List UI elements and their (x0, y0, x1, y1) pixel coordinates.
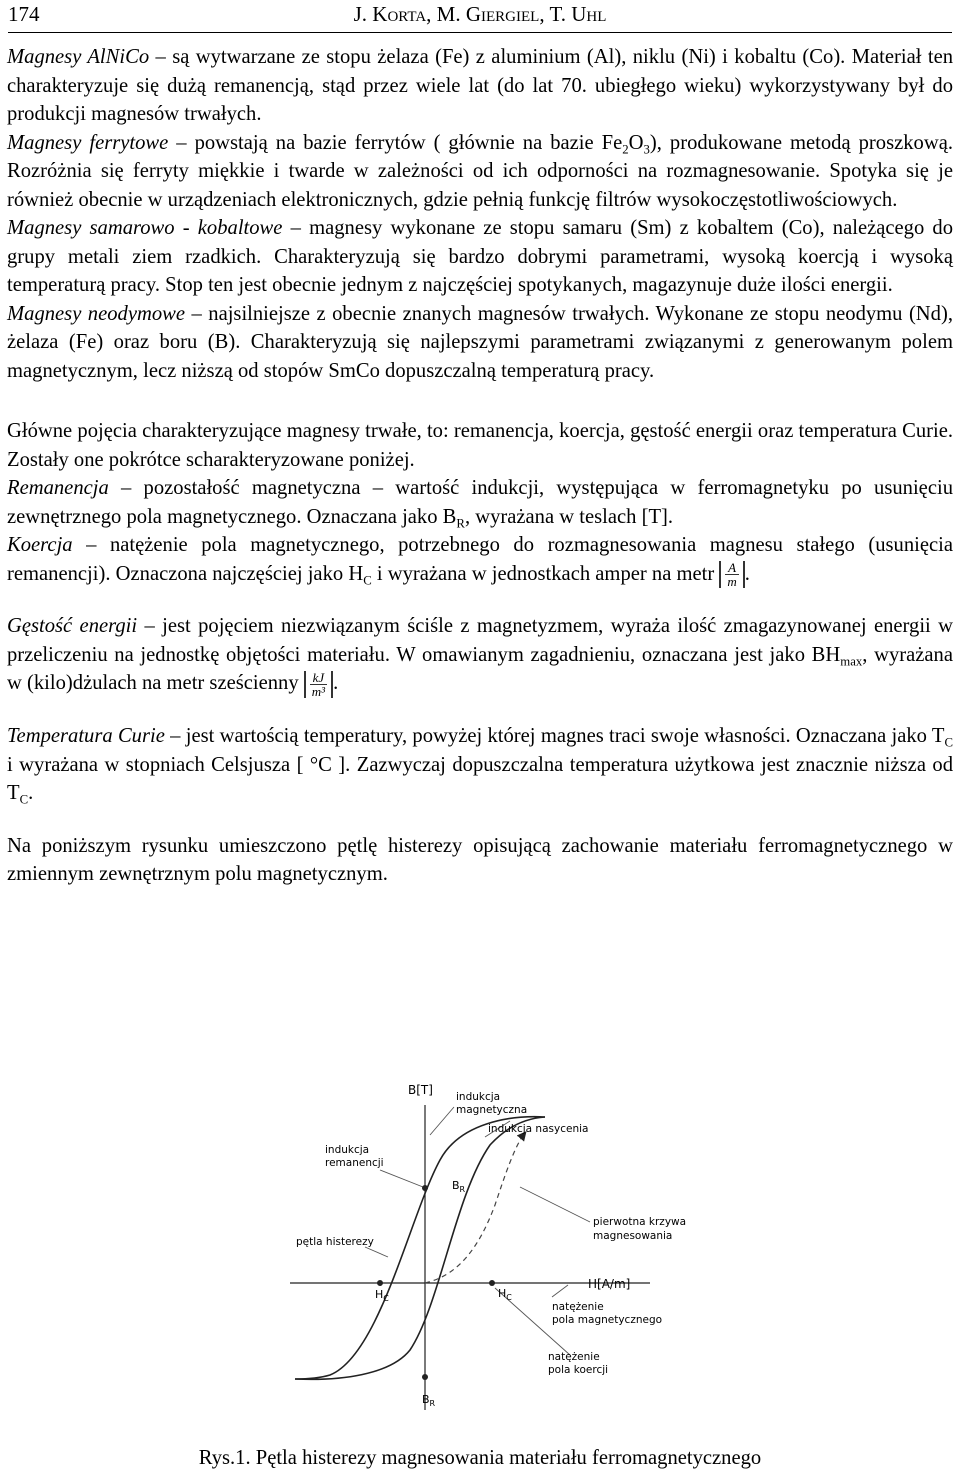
term-coercivity: Koercja (7, 534, 73, 556)
paragraph-remanence: Remanencja – pozostałość magnetyczna – wartość indukcji, występująca w ferromagnetyku po usunięciu zewnętrznego pola magnetycznego. Oznaczana jako $B_R$, wyrażana w teslach [T]. (7, 477, 953, 530)
paragraph-neodymium: Magnesy neodymowe – najsilniejsze z obecnie znanych magnesów trwałych. Wykonane ze stopu neodymu (Nd), żelaza (Fe) oraz boru (B). Charakteryzują się najlepszymi parametrami związanymi z generowanym polem magnetycznym, lecz niższą od stopów SmCo dopuszczalną temperaturą pracy. (7, 302, 953, 382)
paragraph-coercivity: Koercja – natężenie pola magnetycznego, potrzebnego do rozmagnesowania magnesu stałego (usunięcia remanencji). Oznaczona najczęściej jako $H_C$ i wyrażana w jednostkach amper na metr $\frac{A}{m}$ . (7, 534, 953, 590)
hc-left-point (377, 1280, 383, 1286)
term-smco: Magnesy samarowo - kobaltowe (7, 217, 283, 239)
paragraph-intro: Główne pojęcia charakteryzujące magnesy trwałe, to: remanencja, koercja, gęstość energii oraz temperatura Curie. Zostały one pokrótce scharakteryzowane poniżej. (7, 420, 953, 471)
label-induction-2: magnetyczna (456, 1104, 528, 1116)
paragraph-ferrite: Magnesy ferrytowe – powstają na bazie ferrytów ( głównie na bazie $Fe_2O_3$), produkowane metodą proszkową. Rozróżnia się ferryty miękkie i twarde w zależności od ich odporności na rozmagnesowanie. Spotyka się je również obecnie w urządzeniach elektronicznych, gdzie pełnią funkcję filtrów wysokoczęstotliwościowych. (7, 131, 953, 211)
pointer-field (552, 1285, 568, 1297)
label-loop: pętla histerezy (296, 1236, 374, 1248)
br-bottom-point (422, 1374, 428, 1380)
hysteresis-figure (280, 1075, 687, 1415)
unit-ampere-per-metre: $\frac{A}{m}$ (719, 561, 744, 588)
term-ferrite: Magnesy ferrytowe (7, 131, 169, 154)
label-hc-left: $H_C$ (375, 1288, 389, 1303)
label-induction-1: indukcja (456, 1091, 501, 1103)
label-initial-1: pierwotna krzywa (593, 1216, 687, 1228)
unit-kilojoule-per-cubic-metre: $\frac{kJ}{\text{m³}}$ (304, 671, 333, 698)
header-rule (8, 32, 952, 33)
paragraph-energy: Gęstość energii – jest pojęciem niezwiązanym ściśle z magnetyzmem, wyraża ilość zmagazynowanej energii w przeliczeniu na jednostkę objętości materiału. W omawianym zagadnieniu, oznaczana jest jako $BH_{max}$, wyrażana w (kilo)dżulach na metr sześcienny $\frac{kJ}{\text{m³}}$ . (7, 615, 954, 700)
br-top-point (422, 1185, 428, 1191)
label-coercive-2: pola koercji (548, 1364, 609, 1376)
label-field-1: natężenie (552, 1301, 604, 1313)
label-br-bottom: $B_R$ (422, 1393, 436, 1408)
label-remanence-1: indukcja (325, 1144, 370, 1156)
running-authors: J. Korta, M. Giergiel, T. Uhl (353, 2, 607, 26)
label-coercive-1: natężenie (548, 1351, 600, 1363)
pointer-initial (520, 1187, 590, 1222)
page-number: 174 (8, 2, 40, 26)
hc-right-point (489, 1280, 495, 1286)
y-axis-label: B[T] (408, 1083, 433, 1097)
term-neodymium: Magnesy neodymowe (7, 302, 186, 325)
term-alnico: Magnesy AlNiCo (7, 46, 150, 68)
paragraph-curie: Temperatura Curie – jest wartością temperatury, powyżej której magnes traci swoje własności. Oznaczana jako $T_C$ i wyrażana w stopniach Celsjusza [ °C ]. Zazwyczaj dopuszczalna temperatura użytkowa jest znacznie niższa od $T_C$. (7, 725, 953, 807)
unit-celsius: [ °C ] (296, 753, 346, 776)
hysteresis-diagram (280, 1075, 687, 1415)
initial-magnetization-curve (425, 1133, 525, 1283)
term-remanence: Remanencja (7, 477, 109, 499)
paragraph-alnico: Magnesy AlNiCo – są wytwarzane ze stopu żelaza (Fe) z aluminium (Al), niklu (Ni) i kobaltu (Co). Materiał ten charakteryzuje się dużą remanencją, stąd przez wiele lat (do lat 70. ubiegłego wieku) wykorzystywany był do produkcji magnesów trwałych. (7, 46, 954, 125)
x-axis-label: H[A/m] (588, 1277, 631, 1291)
label-hc-right: $H_C$ (498, 1287, 512, 1302)
pointer-loop (365, 1247, 388, 1257)
page-header (8, 2, 952, 32)
term-curie: Temperatura Curie (7, 725, 165, 748)
label-initial-2: magnesowania (593, 1230, 673, 1242)
label-saturation: indukcja nasycenia (488, 1123, 589, 1135)
label-field-2: pola magnetycznego (552, 1314, 663, 1326)
pointer-induction (430, 1107, 454, 1135)
paragraph-figure-intro: Na poniższym rysunku umieszczono pętlę histerezy opisującą zachowanie materiału ferromagnetycznego w zmiennym zewnętrznym polu magnetycznym. (7, 834, 953, 886)
label-br-top: $B_R$ (452, 1179, 466, 1194)
pointer-remanence (380, 1170, 423, 1187)
paragraph-smco: Magnesy samarowo - kobaltowe – magnesy wykonane ze stopu samaru (Sm) z kobaltem (Co), należącego do grupy metali ziem rzadkich. Charakteryzują się bardzo dobrymi parametrami, wysoką koercją i wysoką temperaturą pracy. Stop ten jest obecnie jednym z najczęściej spotykanych, magazynuje duże ilości energii. (7, 217, 954, 296)
term-energy: Gęstość energii (7, 615, 138, 638)
label-remanence-2: remanencji (325, 1157, 384, 1169)
body-text (7, 43, 953, 889)
figure-caption: Rys.1. Pętla histerezy magnesowania materiału ferromagnetycznego (198, 1447, 762, 1469)
